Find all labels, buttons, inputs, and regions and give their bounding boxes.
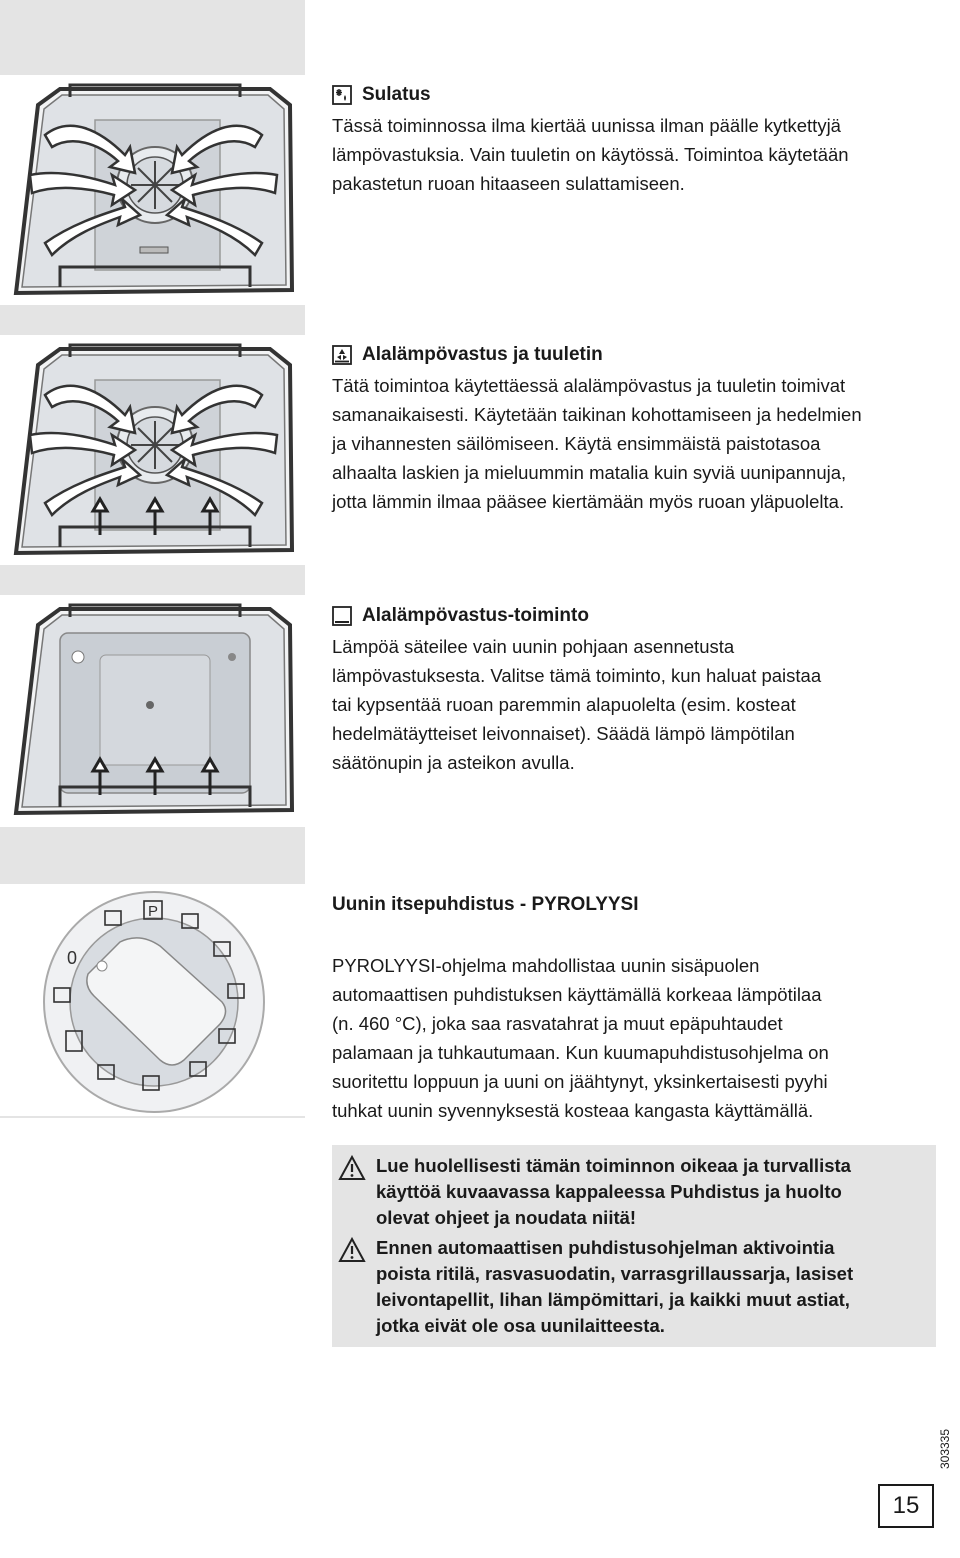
pyrolysis-title: Uunin itsepuhdistus - PYROLYYSI (332, 894, 639, 915)
figure-panel-bottom-heat-fan (0, 335, 305, 565)
document-number: 303335 (938, 1428, 952, 1470)
section-title: Sulatus (362, 84, 431, 105)
section-defrost (332, 84, 932, 198)
warning-text: Ennen automaattisen puhdistusohjelman aktivointia poista ritilä, rasvasuodatin, varrasgrillaussarja, lasiset leivontapellit, lihan lämpömittari, ja kaikki muut astiat, jotka eivät ole osa uunilaitteesta. (376, 1237, 854, 1336)
figure-panel-bottom-heat (0, 595, 305, 827)
bottom-heat-icon (332, 606, 352, 626)
oven-dial-illustration (0, 884, 305, 1116)
section-bottom-heat-fan (332, 344, 932, 516)
oven-defrost-illustration (0, 75, 305, 305)
warning-icon (338, 1237, 366, 1263)
section-text: Tätä toimintoa käytettäessä alalämpövastus ja tuuletin toimivat samanaikaisesti. Käytetään taikinan kohottamiseen ja hedelmien ja vihannesten säilömiseen. Käytä ensimmäistä paistotasoa alhaalta laskien ja mieluummin matalia kuin syviä uunipannuja, jotta lämmin ilmaa pääsee kiertämään myös ruoan yläpuolelta. (332, 375, 862, 512)
pyrolysis-text: PYROLYYSI-ohjelma mahdollistaa uunin sisäpuolen automaattisen puhdistuksen käyttämällä korkeaa lämpötilaa (n. 460 °C), joka saa rasvatahrat ja muut epäpuhtaudet palamaan ja tuhkautumaan. Kun kuumapuhdistusohjelma on suoritettu loppuun ja uuni on jäähtynyt, yksinkertaisesti pyyhi tuhkat uunin syvennyksestä kosteaa kangasta käyttämällä. (332, 955, 829, 1121)
figure-panel-defrost (0, 75, 305, 305)
dial-letter-p: P (147, 903, 159, 920)
dial-letter-zero: 0 (66, 948, 78, 968)
warning-text: Lue huolellisesti tämän toiminnon oikeaa ja turvallista käyttöä kuvaavassa kappaleessa Puhdistus ja huolto olevat ohjeet ja noudata niitä! (376, 1155, 851, 1228)
oven-bottom-heat-illustration (0, 595, 305, 827)
section-text: Tässä toiminnossa ilma kiertää uunissa ilman päälle kytkettyjä lämpövastuksia. Vain tuuletin on käytössä. Toimintoa käytetään pakastetun ruoan hitaaseen sulattamiseen. (332, 115, 849, 194)
section-title: Alalämpövastus ja tuuletin (362, 344, 603, 365)
warning-box (332, 1145, 936, 1347)
warning-icon (338, 1155, 366, 1181)
figure-panel-dial (0, 884, 305, 1116)
page-number: 15 (878, 1484, 934, 1528)
section-text: Lämpöä säteilee vain uunin pohjaan asennetusta lämpövastuksesta. Valitse tämä toiminto, kun haluat paistaa tai kypsentää ruoan paremmin alapuolelta (esim. kosteat hedelmätäytteiset leivonnaiset). Säädä lämpö lämpötilan säätönupin ja asteikon avulla. (332, 636, 822, 773)
section-title: Alalämpövastus-toiminto (362, 605, 589, 626)
section-bottom-heat (332, 605, 932, 777)
oven-bottom-heat-fan-illustration (0, 335, 305, 565)
defrost-icon (332, 85, 352, 105)
bottom-heat-fan-icon (332, 345, 352, 365)
